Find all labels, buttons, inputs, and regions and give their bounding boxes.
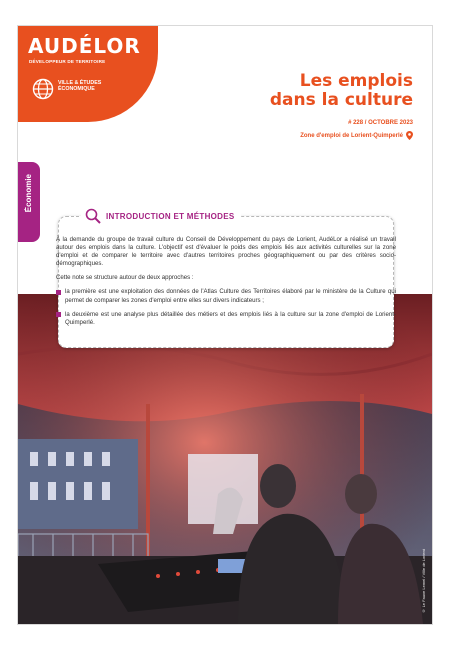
globe-icon	[32, 78, 54, 100]
photo-credit: © Le Fauve Lemel / Ville de Lorient	[421, 549, 426, 614]
zone-text: Zone d'emploi de Lorient-Quimperlé	[300, 132, 403, 139]
intro-bullet-2-text: la deuxième est une analyse plus détaillée des métiers et des emplois liés à la culture sur la zone d'emploi de Lorient-Quimperlé.	[65, 310, 396, 326]
intro-paragraph-1: À la demande du groupe de travail culture du Conseil de Développement du pays de Lorient, AudéLor a réalisé un travail autour des emplois dans la culture. L'objectif est d'évaluer le poids des emplois liés aux activités culturelles sur la zone d'emploi et de comparer le territoire avec d'autres territoires proches géographiquement ou par des critères socio-démographiques.	[56, 236, 396, 268]
magnifier-icon	[85, 208, 101, 224]
document-page	[18, 26, 432, 624]
page-title	[270, 72, 413, 110]
intro-bullet-1-text: la première est une exploitation des données de l'Atlas Culture des Territoires élaboré par le ministère de la Culture qui permet de comparer les zones d'emploi entre elles sur divers indicateurs ;	[65, 288, 396, 304]
section-tab-economie	[18, 162, 40, 242]
brand-tagline: DÉVELOPPEUR DE TERRITOIRE	[29, 59, 106, 64]
zone-label	[300, 131, 413, 140]
title-line-2: dans la culture	[269, 90, 413, 110]
location-pin-icon	[406, 131, 413, 140]
issue-number: # 228 / OCTOBRE 2023	[348, 120, 413, 126]
intro-paragraph-2: Cette note se structure autour de deux approches :	[56, 274, 194, 282]
bullet-square-icon	[56, 290, 61, 295]
section-tab-label: Économie	[24, 174, 33, 213]
brand-logo: AUDÉLOR	[28, 34, 141, 58]
bullet-square-icon	[56, 312, 61, 317]
intro-bullet-1	[56, 288, 396, 304]
brand-banner	[18, 26, 158, 122]
intro-body	[56, 236, 396, 333]
intro-bullet-2	[56, 311, 396, 327]
unit-label: VILLE & ÉTUDES ÉCONOMIQUE	[58, 80, 102, 93]
intro-heading	[81, 208, 241, 224]
title-line-1: Les emplois	[299, 71, 413, 91]
intro-heading-text: INTRODUCTION ET MÉTHODES	[106, 211, 235, 221]
